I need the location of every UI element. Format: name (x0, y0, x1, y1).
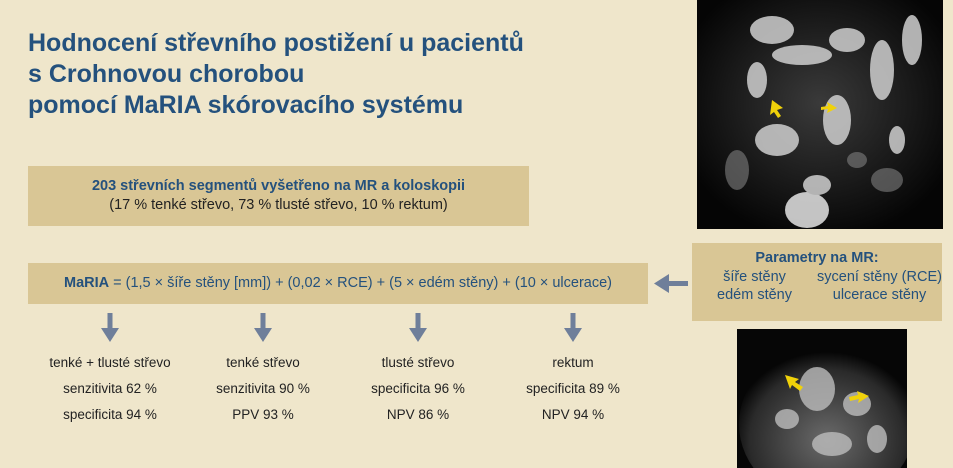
result-stat-1: senzitivita 90 % (216, 381, 310, 396)
param-wall-thickness: šíře stěny (723, 269, 786, 285)
arrow-down-icon (101, 313, 119, 342)
param-wall-edema: edém stěny (717, 287, 792, 303)
result-segment-label: tenké střevo (226, 355, 300, 370)
result-stat-2: NPV 86 % (386, 407, 450, 422)
result-segment-label: rektum (552, 355, 594, 370)
result-stat-1: specificita 96 % (371, 381, 465, 396)
segments-breakdown-text: (17 % tenké střevo, 73 % tlusté střevo, 10 % rektum) (109, 197, 448, 213)
mr-parameters-title: Parametry na MR: (755, 250, 879, 266)
result-stat-2: NPV 94 % (541, 407, 605, 422)
result-segment-label: tenké + tlusté střevo (49, 355, 171, 370)
result-stat-2: PPV 93 % (232, 407, 294, 422)
maria-expression: = (1,5 × šíře stěny [mm]) + (0,02 × RCE) + (5 × edém stěny) + (10 × ulcerace) (109, 275, 612, 291)
maria-label: MaRIA (63, 275, 110, 291)
arrow-down-icon (409, 313, 427, 342)
result-stat-1: senzitivita 62 % (63, 381, 157, 396)
arrow-left-icon (654, 274, 688, 293)
result-stat-2: specificita 94 % (63, 407, 157, 422)
result-segment-label: tlusté střevo (381, 355, 455, 370)
title-line-2: s Crohnovou chorobou (28, 60, 305, 88)
arrow-down-icon (564, 313, 582, 342)
arrow-down-icon (254, 313, 272, 342)
param-wall-ulceration: ulcerace stěny (832, 287, 927, 303)
title-line-1: Hodnocení střevního postižení u pacientů (28, 29, 524, 57)
mri-coronal-image (697, 0, 943, 229)
segments-count-text: 203 střevních segmentů vyšetřeno na MR a koloskopii (91, 178, 466, 194)
title-line-3: pomocí MaRIA skórovacího systému (28, 91, 464, 119)
param-wall-enhancement: sycení stěny (RCE) (817, 269, 942, 285)
result-stat-1: specificita 89 % (526, 381, 620, 396)
mri-axial-image (737, 329, 907, 468)
